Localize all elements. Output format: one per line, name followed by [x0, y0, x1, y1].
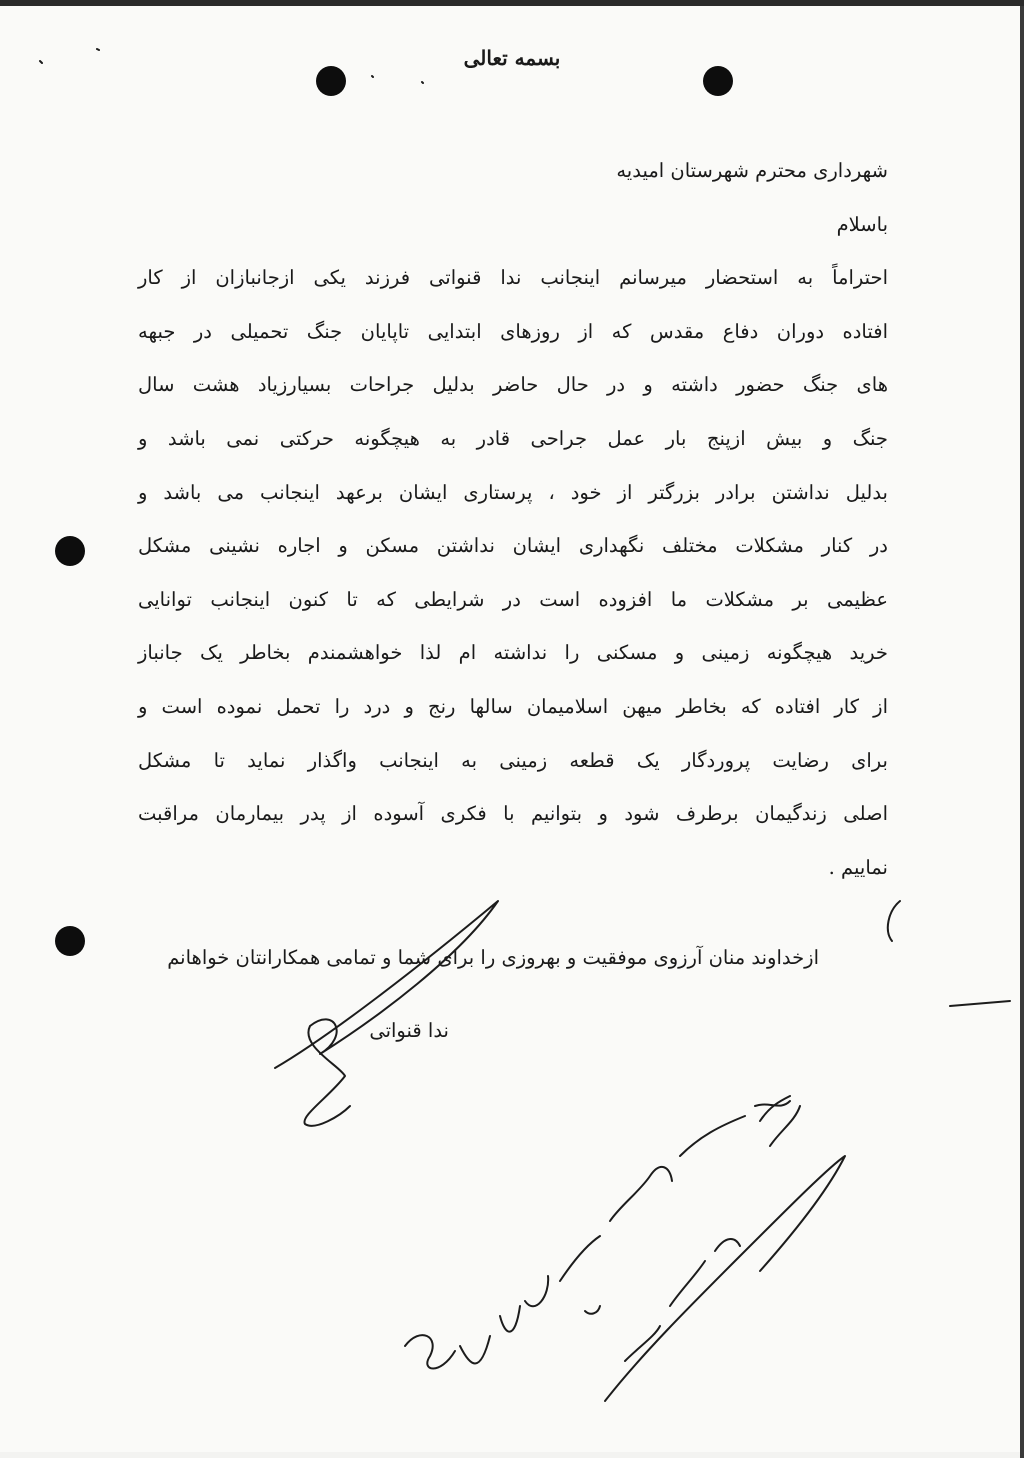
signature-mark	[275, 901, 498, 1126]
body-line: بدلیل نداشتن برادر بزرگتر از خود ، پرستاری ایشان برعهد اینجانب می باشد و	[138, 480, 888, 504]
document-heading: بسمه تعالی	[463, 46, 561, 70]
recipient-line: شهرداری محترم شهرستان امیدیه	[616, 159, 888, 182]
margin-mark	[888, 901, 900, 941]
punch-hole-top-right	[703, 66, 733, 96]
scan-edge	[1020, 6, 1024, 1458]
body-line: جنگ و بیش ازپنج بار عمل جراحی قادر به هیچگونه حرکتی نمی باشد و	[138, 426, 888, 450]
body-line: عظیمی بر مشکلات ما افزوده است در شرایطی که تا کنون اینجانب توانایی	[138, 587, 888, 611]
body-line: احتراماً به استحضار میرسانم اینجانب ندا قنواتی فرزند یکی ازجانبازان از کار	[138, 266, 888, 290]
punch-hole-top-left	[316, 66, 346, 96]
handwritten-note	[405, 1101, 790, 1369]
letter-body	[138, 144, 888, 894]
signer-name: ندا قنواتی	[369, 1019, 449, 1042]
body-line: افتاده دوران دفاع مقدس که از روزهای ابتدایی تاپایان جنگ تحمیلی در جبهه	[138, 319, 888, 343]
closing-line: ازخداوند منان آرزوی موفقیت و بهروزی را برای شما و تمامی همکارانتان خواهانم	[167, 946, 819, 969]
punch-hole-middle	[55, 536, 85, 566]
body-line: های جنگ حضور داشته و در حال حاضر بدلیل جراحات بسیارزیاد هشت سال	[138, 373, 888, 397]
handwritten-note	[605, 1156, 845, 1401]
body-line: اصلی زندگیمان برطرف شود و بتوانیم با فکری آسوده از پدر بیمارمان مراقبت	[138, 802, 888, 826]
body-line: برای رضایت پروردگار یک قطعه زمینی به اینجانب واگذار نماید تا مشکل	[138, 748, 888, 772]
body-line-last: نماییم .	[828, 855, 888, 879]
body-line: از کار افتاده که بخاطر میهن اسلامیمان سالها رنج و درد را تحمل نموده است و	[138, 694, 888, 718]
body-line: در کنار مشکلات مختلف نگهداری ایشان نداشتن مسکن و اجاره نشینی مشکل	[138, 534, 888, 558]
handwritten-note	[760, 1096, 800, 1146]
body-line: خرید هیچگونه زمینی و مسکنی را نداشته ام لذا خواهشمندم بخاطر یک جانباز	[138, 641, 888, 665]
handwritten-note	[625, 1239, 740, 1361]
greeting-line: باسلام	[836, 212, 888, 236]
margin-mark	[950, 1001, 1010, 1006]
punch-hole-lower	[55, 926, 85, 956]
handwritten-note	[585, 1306, 600, 1314]
